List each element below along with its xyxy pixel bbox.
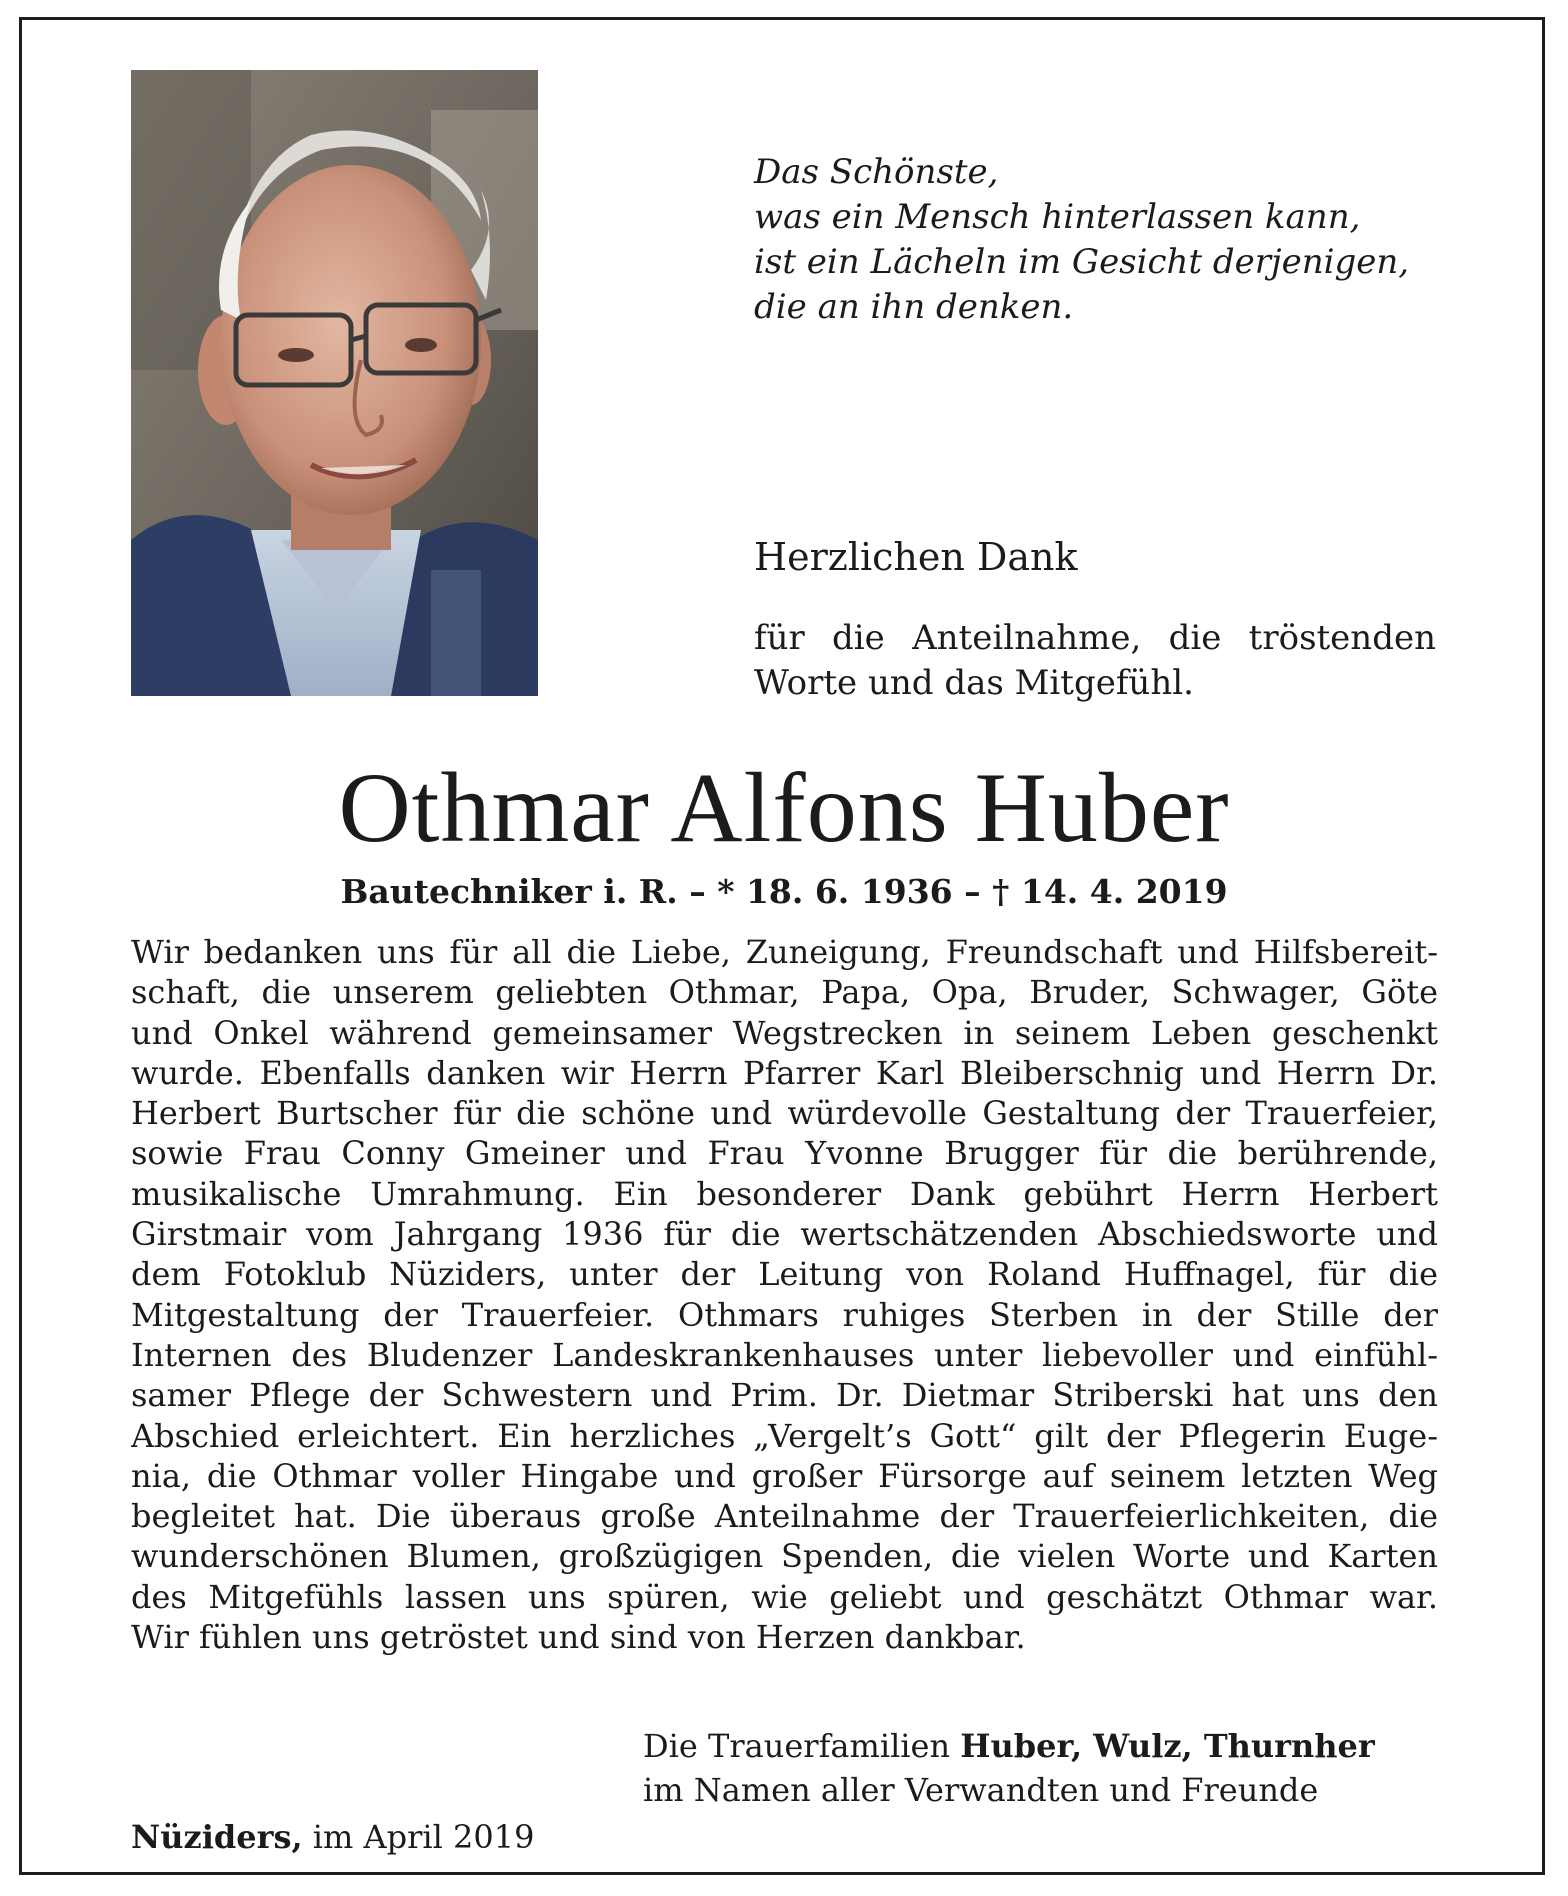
body-line: Abschied erleichtert. Ein herzliches „Vergelt’s Gott“ gilt der Pflegerin Euge-: [131, 1416, 1438, 1455]
place-town: Nüziders,: [131, 1818, 303, 1856]
body-line: dem Fotoklub Nüziders, unter der Leitung von Roland Huffnagel, für die: [131, 1255, 1438, 1294]
place-date: [131, 1815, 534, 1859]
thanks-title: Herzlichen Dank: [754, 535, 1078, 579]
body-line: Girstmair vom Jahrgang 1936 für die wertschätzenden Abschiedsworte und: [131, 1215, 1438, 1254]
deceased-dates: Bautechniker i. R. – * 18. 6. 1936 – † 14. 4. 2019: [340, 872, 1228, 911]
signature-line-1: [643, 1724, 1375, 1768]
memorial-quote: [754, 150, 1454, 330]
body-line: des Mitgefühls lassen uns spüren, wie geliebt und geschätzt Othmar war.: [131, 1577, 1438, 1616]
body-line: wunderschönen Blumen, großzügigen Spenden, die vielen Worte und Karten: [131, 1537, 1438, 1576]
thanks-text: für die Anteilnahme, die tröstenden Worte und das Mitgefühl.: [754, 618, 1436, 703]
body-line: Wir bedanken uns für all die Liebe, Zuneigung, Freundschaft und Hilfsbereit-: [131, 933, 1438, 971]
quote-line: ist ein Lächeln im Gesicht derjenigen,: [754, 242, 1410, 282]
body-line: Herbert Burtscher für die schöne und würdevolle Gestaltung der Trauerfeier,: [131, 1094, 1438, 1133]
body-line: und Onkel während gemeinsamer Wegstrecken in seinem Leben geschenkt: [131, 1013, 1438, 1052]
thanks-body: [131, 932, 1438, 1657]
quote-line: was ein Mensch hinterlassen kann,: [754, 197, 1361, 237]
body-line: begleitet hat. Die überaus große Anteilnahme der Trauerfeierlichkeiten, die: [131, 1497, 1438, 1536]
body-line: Wir fühlen uns getröstet und sind von Herzen dankbar.: [131, 1618, 1026, 1657]
body-line: Mitgestaltung der Trauerfeier. Othmars ruhiges Sterben in der Stille der: [131, 1295, 1438, 1334]
body-line: schaft, die unserem geliebten Othmar, Papa, Opa, Bruder, Schwager, Göte: [131, 973, 1438, 1012]
place-date-text: im April 2019: [312, 1818, 535, 1856]
body-line: nia, die Othmar voller Hingabe und großer Fürsorge auf seinem letzten Weg: [131, 1456, 1438, 1495]
signature-prefix: Die Trauerfamilien: [643, 1727, 951, 1765]
signature-block: [643, 1724, 1375, 1812]
body-line: Internen des Bludenzer Landeskrankenhauses unter liebevoller und einfühl-: [131, 1335, 1438, 1374]
body-line: samer Pflege der Schwestern und Prim. Dr. Dietmar Striberski hat uns den: [131, 1376, 1438, 1415]
quote-line: die an ihn denken.: [754, 287, 1074, 327]
body-line: sowie Frau Conny Gmeiner und Frau Yvonne Brugger für die berührende,: [131, 1134, 1438, 1173]
body-line: wurde. Ebenfalls danken wir Herrn Pfarrer Karl Bleiberschnig und Herrn Dr.: [131, 1053, 1438, 1092]
portrait-photo: [131, 70, 538, 696]
portrait-illustration: [131, 70, 538, 696]
family-names: Huber, Wulz, Thurnher: [960, 1727, 1375, 1765]
body-line: musikalische Umrahmung. Ein besonderer Dank gebührt Herrn Herbert: [131, 1174, 1438, 1213]
signature-line-2: im Namen aller Verwandten und Freunde: [643, 1771, 1319, 1809]
deceased-name: Othmar Alfons Huber: [338, 752, 1230, 863]
quote-line: Das Schönste,: [754, 152, 999, 192]
